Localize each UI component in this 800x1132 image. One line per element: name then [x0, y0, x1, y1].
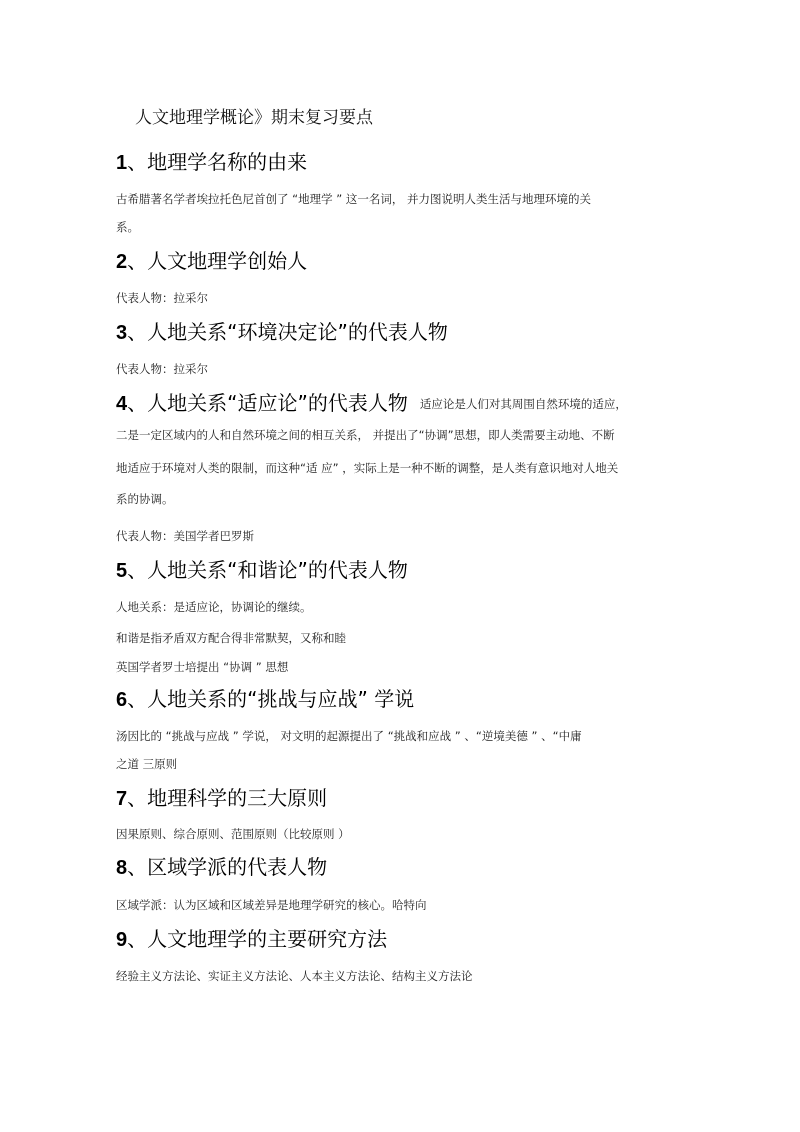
section-separator: 、: [127, 249, 148, 273]
section-separator: 、: [127, 320, 148, 344]
section-8-line-1: 区域学派：认为区域和区域差异是地理学研究的核心。哈特向: [116, 898, 427, 912]
section-title: 地理学名称的由来: [147, 150, 308, 174]
section-7-line-1: 因果原则、综合原则、范围原则（比较原则 ）: [116, 827, 350, 841]
section-separator: 、: [127, 558, 148, 582]
section-title: 人文地理学创始人: [147, 249, 308, 273]
section-4-heading: [116, 389, 627, 418]
section-9-line-1: 经验主义方法论、实证主义方法论、人本主义方法论、结构主义方法论: [116, 969, 473, 983]
section-number: 1: [116, 152, 128, 174]
section-number: 2: [116, 251, 128, 273]
section-6-line-1: 汤因比的 “挑战与应战 ” 学说， 对文明的起源提出了 “挑战和应战 ” 、“逆境美德 ” 、“中庸: [116, 729, 582, 743]
section-separator: 、: [127, 687, 148, 711]
section-number: 5: [116, 560, 128, 582]
section-2-line-1: 代表人物：拉采尔: [116, 291, 208, 305]
section-title: 人地关系“适应论”的代表人物: [147, 391, 408, 415]
section-separator: 、: [127, 786, 148, 810]
section-number: 3: [116, 322, 128, 344]
section-1-line-2: 系。: [116, 220, 139, 234]
section-separator: 、: [127, 927, 148, 951]
section-title: 人地关系“和谐论”的代表人物: [147, 558, 408, 582]
section-4-line-2: 地适应于环境对人类的限制，而这种“适 应” ，实际上是一种不断的调整，是人类有意识地对人地关: [116, 461, 619, 475]
section-4-line-1: 二是一定区域内的人和自然环境之间的相互关系， 并提出了“协调”思想，即人类需要主动地、不断: [116, 428, 615, 442]
section-5-line-1: 人地关系：是适应论，协调论的继续。: [116, 600, 312, 614]
section-1-heading: [116, 148, 307, 177]
section-number: 4: [116, 393, 128, 415]
section-7-heading: [116, 784, 327, 813]
section-title: 人地关系“环境决定论”的代表人物: [147, 320, 448, 344]
section-6-line-2: 之道 三原则: [116, 757, 178, 771]
section-5-line-2: 和谐是指矛盾双方配合得非常默契，又称和睦: [116, 631, 346, 645]
section-4-line-4: 代表人物：美国学者巴罗斯: [116, 529, 254, 543]
section-number: 7: [116, 788, 128, 810]
document-title: 人文地理学概论》期末复习要点: [135, 108, 373, 128]
section-title: 人地关系的“挑战与应战” 学说: [147, 687, 415, 711]
section-8-heading: [116, 853, 327, 882]
section-separator: 、: [127, 855, 148, 879]
section-number: 9: [116, 929, 128, 951]
section-4-line-3: 系的协调。: [116, 492, 174, 506]
section-5-line-3: 英国学者罗士培提出 “协调 ” 思想: [116, 660, 289, 674]
section-1-line-1: 古希腊著名学者埃拉托色尼首创了 “地理学 ” 这一名词， 并力图说明人类生活与地理环境的关: [116, 192, 592, 206]
section-title: 地理科学的三大原则: [147, 786, 328, 810]
section-number: 8: [116, 857, 128, 879]
section-3-line-1: 代表人物：拉采尔: [116, 362, 208, 376]
section-6-heading: [116, 685, 414, 714]
section-separator: 、: [127, 391, 148, 415]
section-2-heading: [116, 247, 307, 276]
section-9-heading: [116, 925, 387, 954]
section-title: 区域学派的代表人物: [147, 855, 328, 879]
section-number: 6: [116, 689, 128, 711]
section-3-heading: [116, 318, 448, 347]
section-5-heading: [116, 556, 408, 585]
section-title: 人文地理学的主要研究方法: [147, 927, 388, 951]
section-4-inline-note: 适应论是人们对其周围自然环境的适应，: [419, 397, 627, 411]
section-separator: 、: [127, 150, 148, 174]
